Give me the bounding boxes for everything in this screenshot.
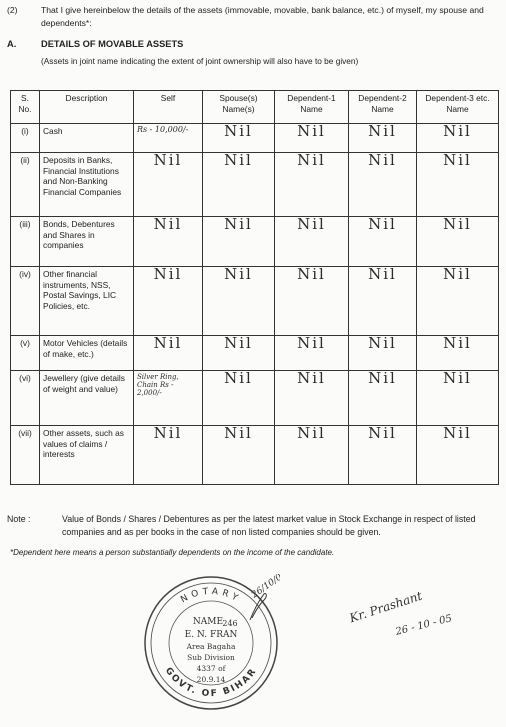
handwritten-value: Silver Ring, Chain Rs - 2,000/- — [137, 373, 179, 397]
col-header-dependent-1: Dependent-1 Name — [275, 91, 349, 124]
self-value — [134, 426, 203, 485]
row-number: (v) — [11, 336, 40, 371]
seal-bottom-arc: GOVT. OF BIHAR — [162, 665, 260, 700]
handwritten-value: Nil — [224, 424, 253, 442]
handwritten-value: Nil — [153, 265, 183, 283]
section-title: DETAILS OF MOVABLE ASSETS — [41, 39, 184, 49]
spouse-value — [203, 267, 275, 336]
section-note: (Assets in joint name indicating the extent of joint ownership will also have to be given) — [41, 56, 359, 66]
dependent-3-value — [417, 153, 499, 217]
dependent-2-value — [349, 426, 417, 485]
dependent-2-value — [349, 124, 417, 153]
spouse-value — [203, 153, 275, 217]
dependent-3-value — [417, 267, 499, 336]
handwritten-value: Nil — [443, 215, 472, 233]
row-description: Other financial instruments, NSS, Postal Savings, LIC Policies, etc. — [40, 267, 134, 336]
self-value — [134, 267, 203, 336]
handwritten-value: Nil — [224, 265, 253, 283]
row-description: Other assets, such as values of claims / interests — [40, 426, 134, 485]
row-number: (i) — [11, 124, 40, 153]
row-description: Cash — [40, 124, 134, 153]
handwritten-value: Nil — [443, 369, 472, 387]
spouse-value — [203, 371, 275, 426]
handwritten-value: Nil — [368, 424, 397, 442]
seal-line-2: E. N. FRAN — [184, 630, 238, 640]
seal-line-1: NAME — [192, 617, 224, 627]
note-text: Value of Bonds / Shares / Debentures as per the latest market value in Stock Exchange in respect of listed companies and as per books in the case of non listed companies should be given. — [62, 514, 476, 537]
col-header-sno: S. No. — [11, 91, 40, 124]
handwritten-value: Nil — [153, 334, 183, 352]
handwritten-value: Nil — [368, 151, 397, 169]
dependent-1-value — [275, 153, 349, 217]
dependent-1-value — [275, 267, 349, 336]
handwritten-value: Nil — [368, 369, 397, 387]
handwritten-value: Nil — [224, 122, 253, 140]
dependent-1-value — [275, 336, 349, 371]
row-description: Deposits in Banks, Financial Institutions and Non-Banking Financial Companies — [40, 153, 134, 217]
dependent-1-value — [275, 124, 349, 153]
candidate-signature-date: 26 - 10 - 05 — [394, 613, 454, 638]
self-value — [134, 153, 203, 217]
table-row — [11, 371, 499, 426]
spouse-value — [203, 426, 275, 485]
handwritten-value: Nil — [297, 151, 326, 169]
spouse-value — [203, 124, 275, 153]
handwritten-value: Nil — [224, 215, 253, 233]
handwritten-value: Nil — [368, 334, 397, 352]
dependent-2-value — [349, 336, 417, 371]
handwritten-value: Nil — [153, 215, 183, 233]
movable-assets-table — [10, 90, 499, 485]
row-number: (ii) — [11, 153, 40, 217]
self-value — [134, 371, 203, 426]
candidate-signature: Kr. Prashant — [347, 588, 424, 626]
handwritten-value: Nil — [297, 369, 326, 387]
handwritten-value: Nil — [443, 424, 472, 442]
handwritten-value: Nil — [297, 215, 326, 233]
notary-stamp — [142, 574, 280, 712]
handwritten-value: Nil — [443, 122, 472, 140]
dependent-2-value — [349, 371, 417, 426]
seal-line-5: 4337 of — [196, 664, 226, 673]
dependent-2-value — [349, 267, 417, 336]
table-row — [11, 217, 499, 267]
dependent-3-value — [417, 336, 499, 371]
col-header-self: Self — [134, 91, 203, 124]
dependent-1-value — [275, 217, 349, 267]
self-value — [134, 336, 203, 371]
note-label: Note : — [7, 514, 31, 524]
handwritten-value: Nil — [224, 151, 253, 169]
handwritten-value: Nil — [153, 151, 183, 169]
handwritten-value: Nil — [224, 369, 253, 387]
table-row — [11, 153, 499, 217]
handwritten-value: Nil — [443, 151, 472, 169]
seal-top-arc: NOTARY — [179, 586, 243, 606]
seal-reg-number: 246 — [222, 619, 238, 628]
table-row — [11, 426, 499, 485]
seal-line-4: Sub Division — [187, 653, 235, 662]
row-number: (iii) — [11, 217, 40, 267]
dependent-3-value — [417, 124, 499, 153]
self-value — [134, 217, 203, 267]
clause-number: (2) — [7, 5, 18, 15]
dependent-3-value — [417, 217, 499, 267]
clause-text: That I give hereinbelow the details of the assets (immovable, movable, bank balance, etc.) of myself, my spouse and dependents*: — [41, 5, 484, 28]
col-header-dependent-2: Dependent-2 Name — [349, 91, 417, 124]
handwritten-value: Nil — [297, 424, 326, 442]
handwritten-value: Nil — [443, 265, 472, 283]
dependent-1-value — [275, 426, 349, 485]
spouse-value — [203, 217, 275, 267]
spouse-value — [203, 336, 275, 371]
col-header-dependent-3: Dependent-3 etc. Name — [417, 91, 499, 124]
row-number: (vii) — [11, 426, 40, 485]
table-row — [11, 267, 499, 336]
col-header-description: Description — [40, 91, 134, 124]
seal-line-3: Area Bagaha — [186, 642, 236, 651]
dependent-2-value — [349, 217, 417, 267]
handwritten-value: Nil — [368, 265, 397, 283]
dependent-1-value — [275, 371, 349, 426]
seal-signature-date: 26/10/05 — [249, 574, 280, 601]
row-description: Motor Vehicles (details of make, etc.) — [40, 336, 134, 371]
self-value — [134, 124, 203, 153]
table-row — [11, 336, 499, 371]
row-number: (iv) — [11, 267, 40, 336]
row-description: Bonds, Debentures and Shares in companies — [40, 217, 134, 267]
section-letter: A. — [7, 39, 17, 49]
handwritten-value: Nil — [224, 334, 253, 352]
handwritten-value: Nil — [297, 122, 326, 140]
handwritten-value: Nil — [153, 424, 183, 442]
handwritten-value: Nil — [443, 334, 472, 352]
col-header-spouse: Spouse(s) Name(s) — [203, 91, 275, 124]
dependent-3-value — [417, 371, 499, 426]
seal-line-6: 20.9.14 — [196, 675, 226, 684]
table-row — [11, 124, 499, 153]
handwritten-value: Nil — [297, 265, 326, 283]
row-description: Jewellery (give details of weight and value) — [40, 371, 134, 426]
footnote: *Dependent here means a person substantially dependents on the income of the candidate. — [10, 548, 335, 557]
table-header-row — [11, 91, 499, 124]
dependent-3-value — [417, 426, 499, 485]
handwritten-value: Nil — [368, 122, 397, 140]
row-number: (vi) — [11, 371, 40, 426]
handwritten-value: Nil — [368, 215, 397, 233]
handwritten-value: Rs - 10,000/- — [137, 125, 189, 134]
dependent-2-value — [349, 153, 417, 217]
handwritten-value: Nil — [297, 334, 326, 352]
notary-seal — [142, 574, 280, 712]
